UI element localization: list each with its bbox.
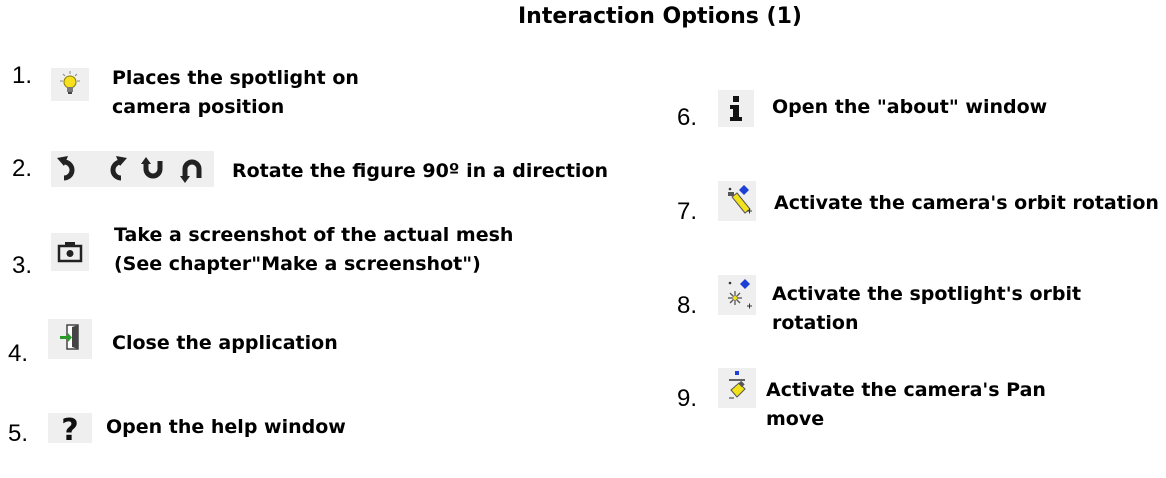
item-number-4: 4. (8, 340, 29, 367)
item-desc-8 (772, 280, 1081, 338)
rotate-left-icon (64, 162, 72, 178)
exit-door-icon (48, 319, 92, 359)
item-number-7: 7. (677, 198, 698, 225)
item-desc-3 (114, 221, 513, 279)
item-number-6: 6. (677, 104, 698, 131)
page-title: Interaction Options (1) (518, 4, 802, 29)
item-desc-7 (774, 189, 1159, 218)
lightbulb-icon (51, 68, 89, 101)
item-desc-2-line-1: Rotate the figure 90º in a direction (232, 160, 609, 182)
item-number-5: 5. (8, 420, 29, 447)
rotate-icons-group (51, 151, 214, 187)
item-desc-9 (766, 376, 1046, 434)
item-desc-1-line-1: Places the spotlight on (112, 67, 359, 89)
camera-icon (51, 233, 89, 271)
item-desc-8-line-1: Activate the spotlight's orbit (772, 283, 1082, 305)
item-desc-7-line-1: Activate the camera's orbit rotation (774, 192, 1159, 214)
item-desc-9-line-1: Activate the camera's Pan (766, 379, 1046, 401)
item-desc-4-line-1: Close the application (112, 332, 338, 354)
item-desc-5-line-1: Open the help window (106, 416, 346, 438)
item-number-9: 9. (677, 385, 698, 412)
spotlight-orbit-icon (718, 275, 756, 315)
item-number-8: 8. (677, 292, 698, 319)
item-desc-1 (112, 64, 359, 122)
item-desc-2 (232, 157, 608, 186)
item-desc-4 (112, 329, 338, 358)
item-desc-6-line-1: Open the "about" window (772, 96, 1048, 118)
info-icon (718, 90, 754, 127)
rotate-up-icon (185, 162, 199, 178)
svg-text:?: ? (61, 413, 79, 443)
camera-orbit-icon (718, 181, 756, 221)
item-number-3: 3. (12, 252, 33, 279)
item-desc-6 (772, 93, 1047, 122)
item-desc-1-line-2: camera position (112, 96, 285, 118)
item-desc-3-line-1: Take a screenshot of the actual mesh (114, 224, 514, 246)
item-desc-5 (106, 413, 346, 442)
camera-pan-icon (718, 368, 756, 408)
item-desc-8-line-2: rotation (772, 312, 859, 334)
help-question-icon (48, 413, 92, 443)
item-desc-9-line-2: move (766, 408, 825, 430)
item-desc-3-line-2: (See chapter"Make a screenshot") (114, 253, 481, 275)
item-number-1: 1. (12, 62, 33, 89)
item-number-2: 2. (12, 155, 33, 182)
